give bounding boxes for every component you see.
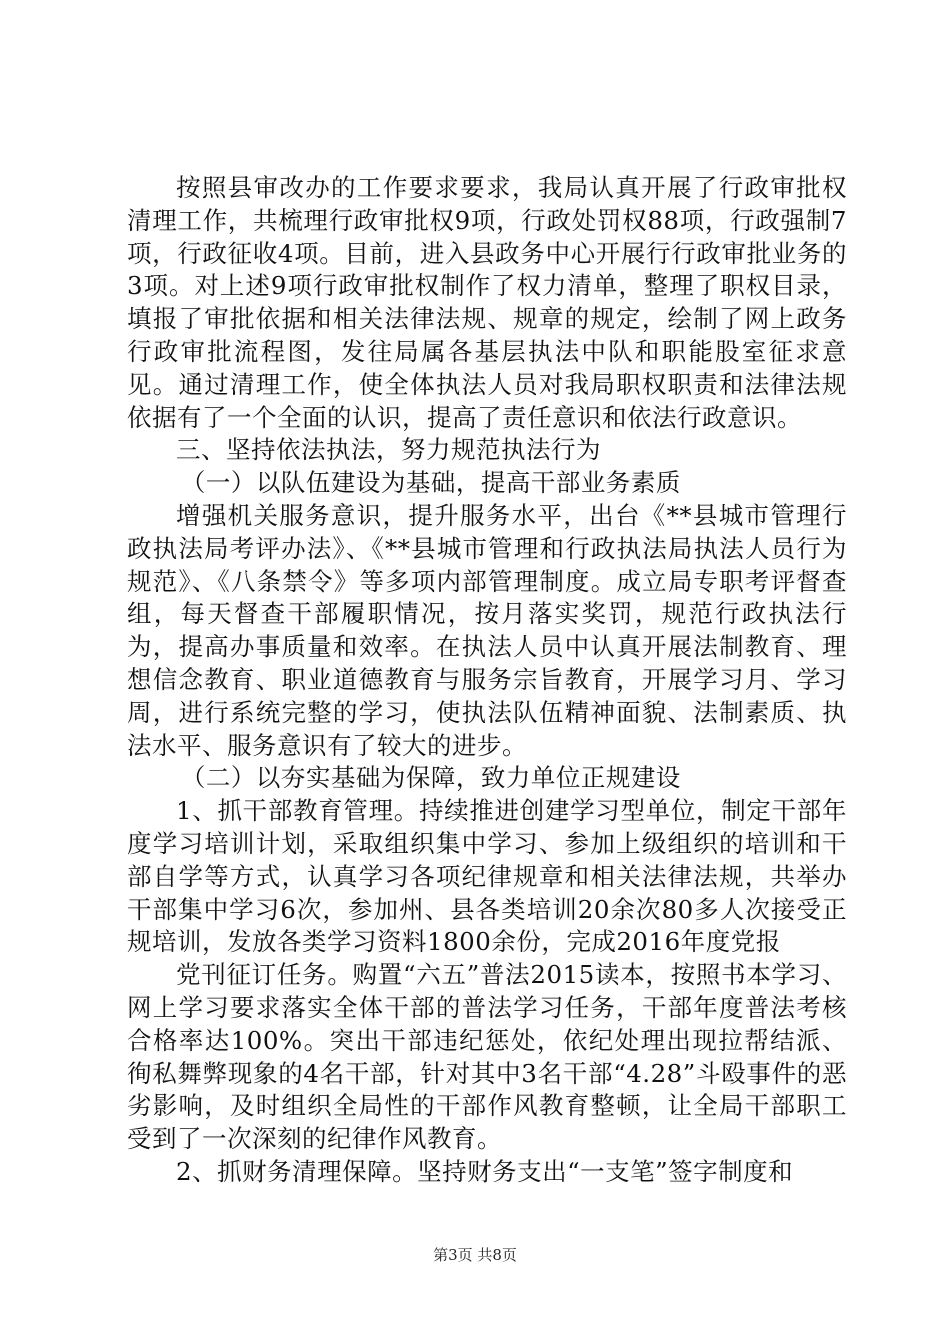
paragraph-cadre-education: 1、抓干部教育管理。持续推进创建学习型单位，制定干部年度学习培训计划，采取组织集中学习、参加上级组织的培训和干部自学等方式，认真学习各项纪律规章和相关法律法规，共举办干部集中学习6次，参加州、县各类培训20余次80多人次接受正规培训，发放各类学习资料1800余份，完成2016年度党报 bbox=[127, 796, 847, 957]
paragraph-service-awareness: 增强机关服务意识，提升服务水平，出台《**县城市管理行政执法局考评办法》、《**县城市管理和行政执法局执法人员行为规范》、《八条禁令》等多项内部管理制度。成立局专职考评督查组，每天督查干部履职情况，按月落实奖罚，规范行政执法行为，提高办事质量和效率。在执法人员中认真开展法制教育、理想信念教育、职业道德教育与服务宗旨教育，开展学习月、学习周，进行系统完整的学习，使执法队伍精神面貌、法制素质、执法水平、服务意识有了较大的进步。 bbox=[127, 500, 847, 760]
section-heading-three: 三、坚持依法执法，努力规范执法行为 bbox=[176, 435, 601, 465]
subheading-two: （二）以夯实基础为保障，致力单位正规建设 bbox=[180, 763, 681, 793]
page-number-footer: 第3页 共8页 bbox=[433, 1246, 517, 1264]
subheading-one: （一）以队伍建设为基础，提高干部业务素质 bbox=[180, 468, 681, 498]
paragraph-approval-rights-cleanup: 按照县审改办的工作要求要求，我局认真开展了行政审批权清理工作，共梳理行政审批权9项，行政处罚权88项，行政强制7项，行政征收4项。目前，进入县政务中心开展行行政审批业务的3项。对上述9项行政审批权制作了权力清单，整理了职权目录，填报了审批依据和相关法律法规、规章的规定，绘制了网上政务行政审批流程图，发往局属各基层执法中队和职能股室征求意见。通过清理工作，使全体执法人员对我局职权职责和法律法规依据有了一个全面的认识，提高了责任意识和依法行政意识。 bbox=[127, 173, 847, 432]
paragraph-finance-cleanup: 2、抓财务清理保障。坚持财务支出“一支笔”签字制度和 bbox=[176, 1156, 794, 1186]
paragraph-party-journal: 党刊征订任务。购置“六五”普法2015读本，按照书本学习、网上学习要求落实全体干部的普法学习任务，干部年度普法考核合格率达100%。突出干部违纪惩处，依纪处理出现拉帮结派、徇私舞弊现象的4名干部，针对其中3名干部“4.28”斗殴事件的恶劣影响，及时组织全局性的干部作风教育整顿，让全局干部职工受到了一次深刻的纪律作风教育。 bbox=[127, 960, 847, 1154]
document-body bbox=[127, 172, 847, 1189]
